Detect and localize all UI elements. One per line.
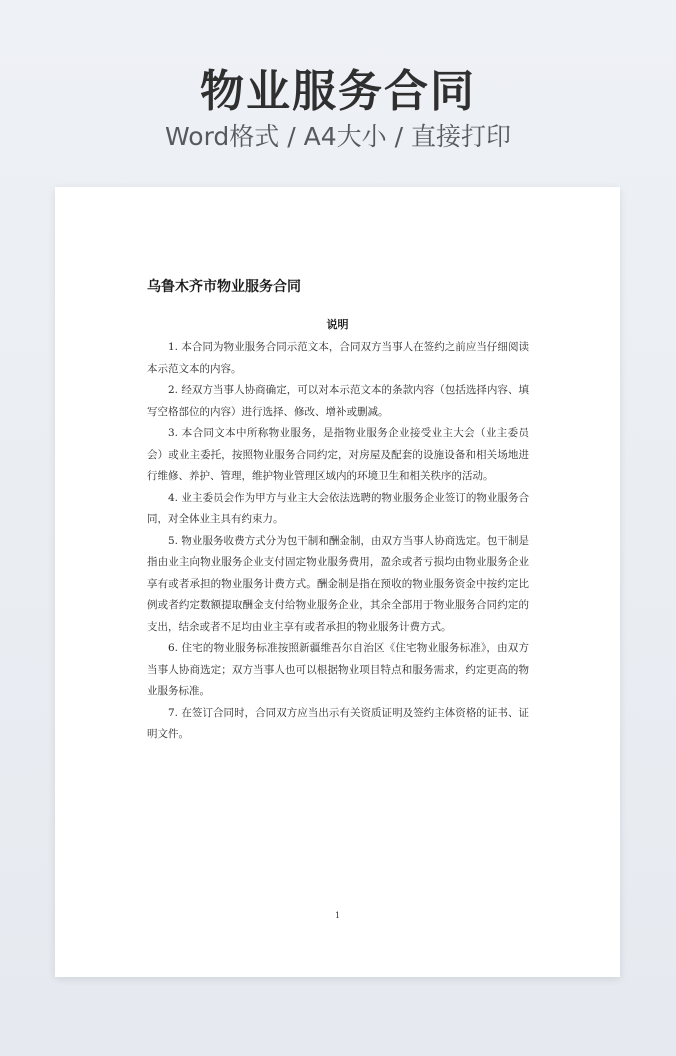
document-body (147, 337, 529, 746)
paragraph-5: 5. 物业服务收费方式分为包干制和酬金制，由双方当事人协商选定。包干制是指由业主向物业服务企业支付固定物业服务费用，盈余或者亏损均由物业服务企业享有或者承担的物业服务计费方式。酬金制是指在预收的物业服务资金中按约定比例或者约定数额提取酬金支付给物业服务企业，其余全部用于物业服务合同约定的支出，结余或者不足均由业主享有或者承担的物业服务计费方式。 (147, 534, 529, 633)
paragraph-2: 2. 经双方当事人协商确定，可以对本示范文本的条款内容（包括选择内容、填写空格部位的内容）进行选择、修改、增补或删减。 (147, 384, 529, 418)
document-title: 乌鲁木齐市物业服务合同 (147, 279, 301, 295)
banner-title: 物业服务合同 (200, 66, 476, 117)
paragraph-7: 7. 在签订合同时，合同双方应当出示有关资质证明及签约主体资格的证书、证明文件。 (147, 706, 529, 740)
paragraph-3: 3. 本合同文本中所称物业服务，是指物业服务企业接受业主大会（业主委员会）或业主委托，按照物业服务合同约定，对房屋及配套的设施设备和相关场地进行维修、养护、管理，维护物业管理区域内的环境卫生和相关秩序的活动。 (147, 427, 529, 482)
document-page (55, 187, 620, 977)
banner-subtitle: Word格式 / A4大小 / 直接打印 (165, 122, 511, 151)
paragraph-4: 4. 业主委员会作为甲方与业主大会依法选聘的物业服务企业签订的物业服务合同，对全体业主具有约束力。 (147, 491, 529, 525)
paragraph-6: 6. 住宅的物业服务标准按照新疆维吾尔自治区《住宅物业服务标准》，由双方当事人协商选定；双方当事人也可以根据物业项目特点和服务需求，约定更高的物业服务标准。 (147, 642, 529, 697)
paragraph-1: 1. 本合同为物业服务合同示范文本，合同双方当事人在签约之前应当仔细阅读本示范文本的内容。 (147, 341, 529, 375)
page-number: 1 (334, 911, 341, 920)
section-heading: 说明 (326, 318, 349, 331)
